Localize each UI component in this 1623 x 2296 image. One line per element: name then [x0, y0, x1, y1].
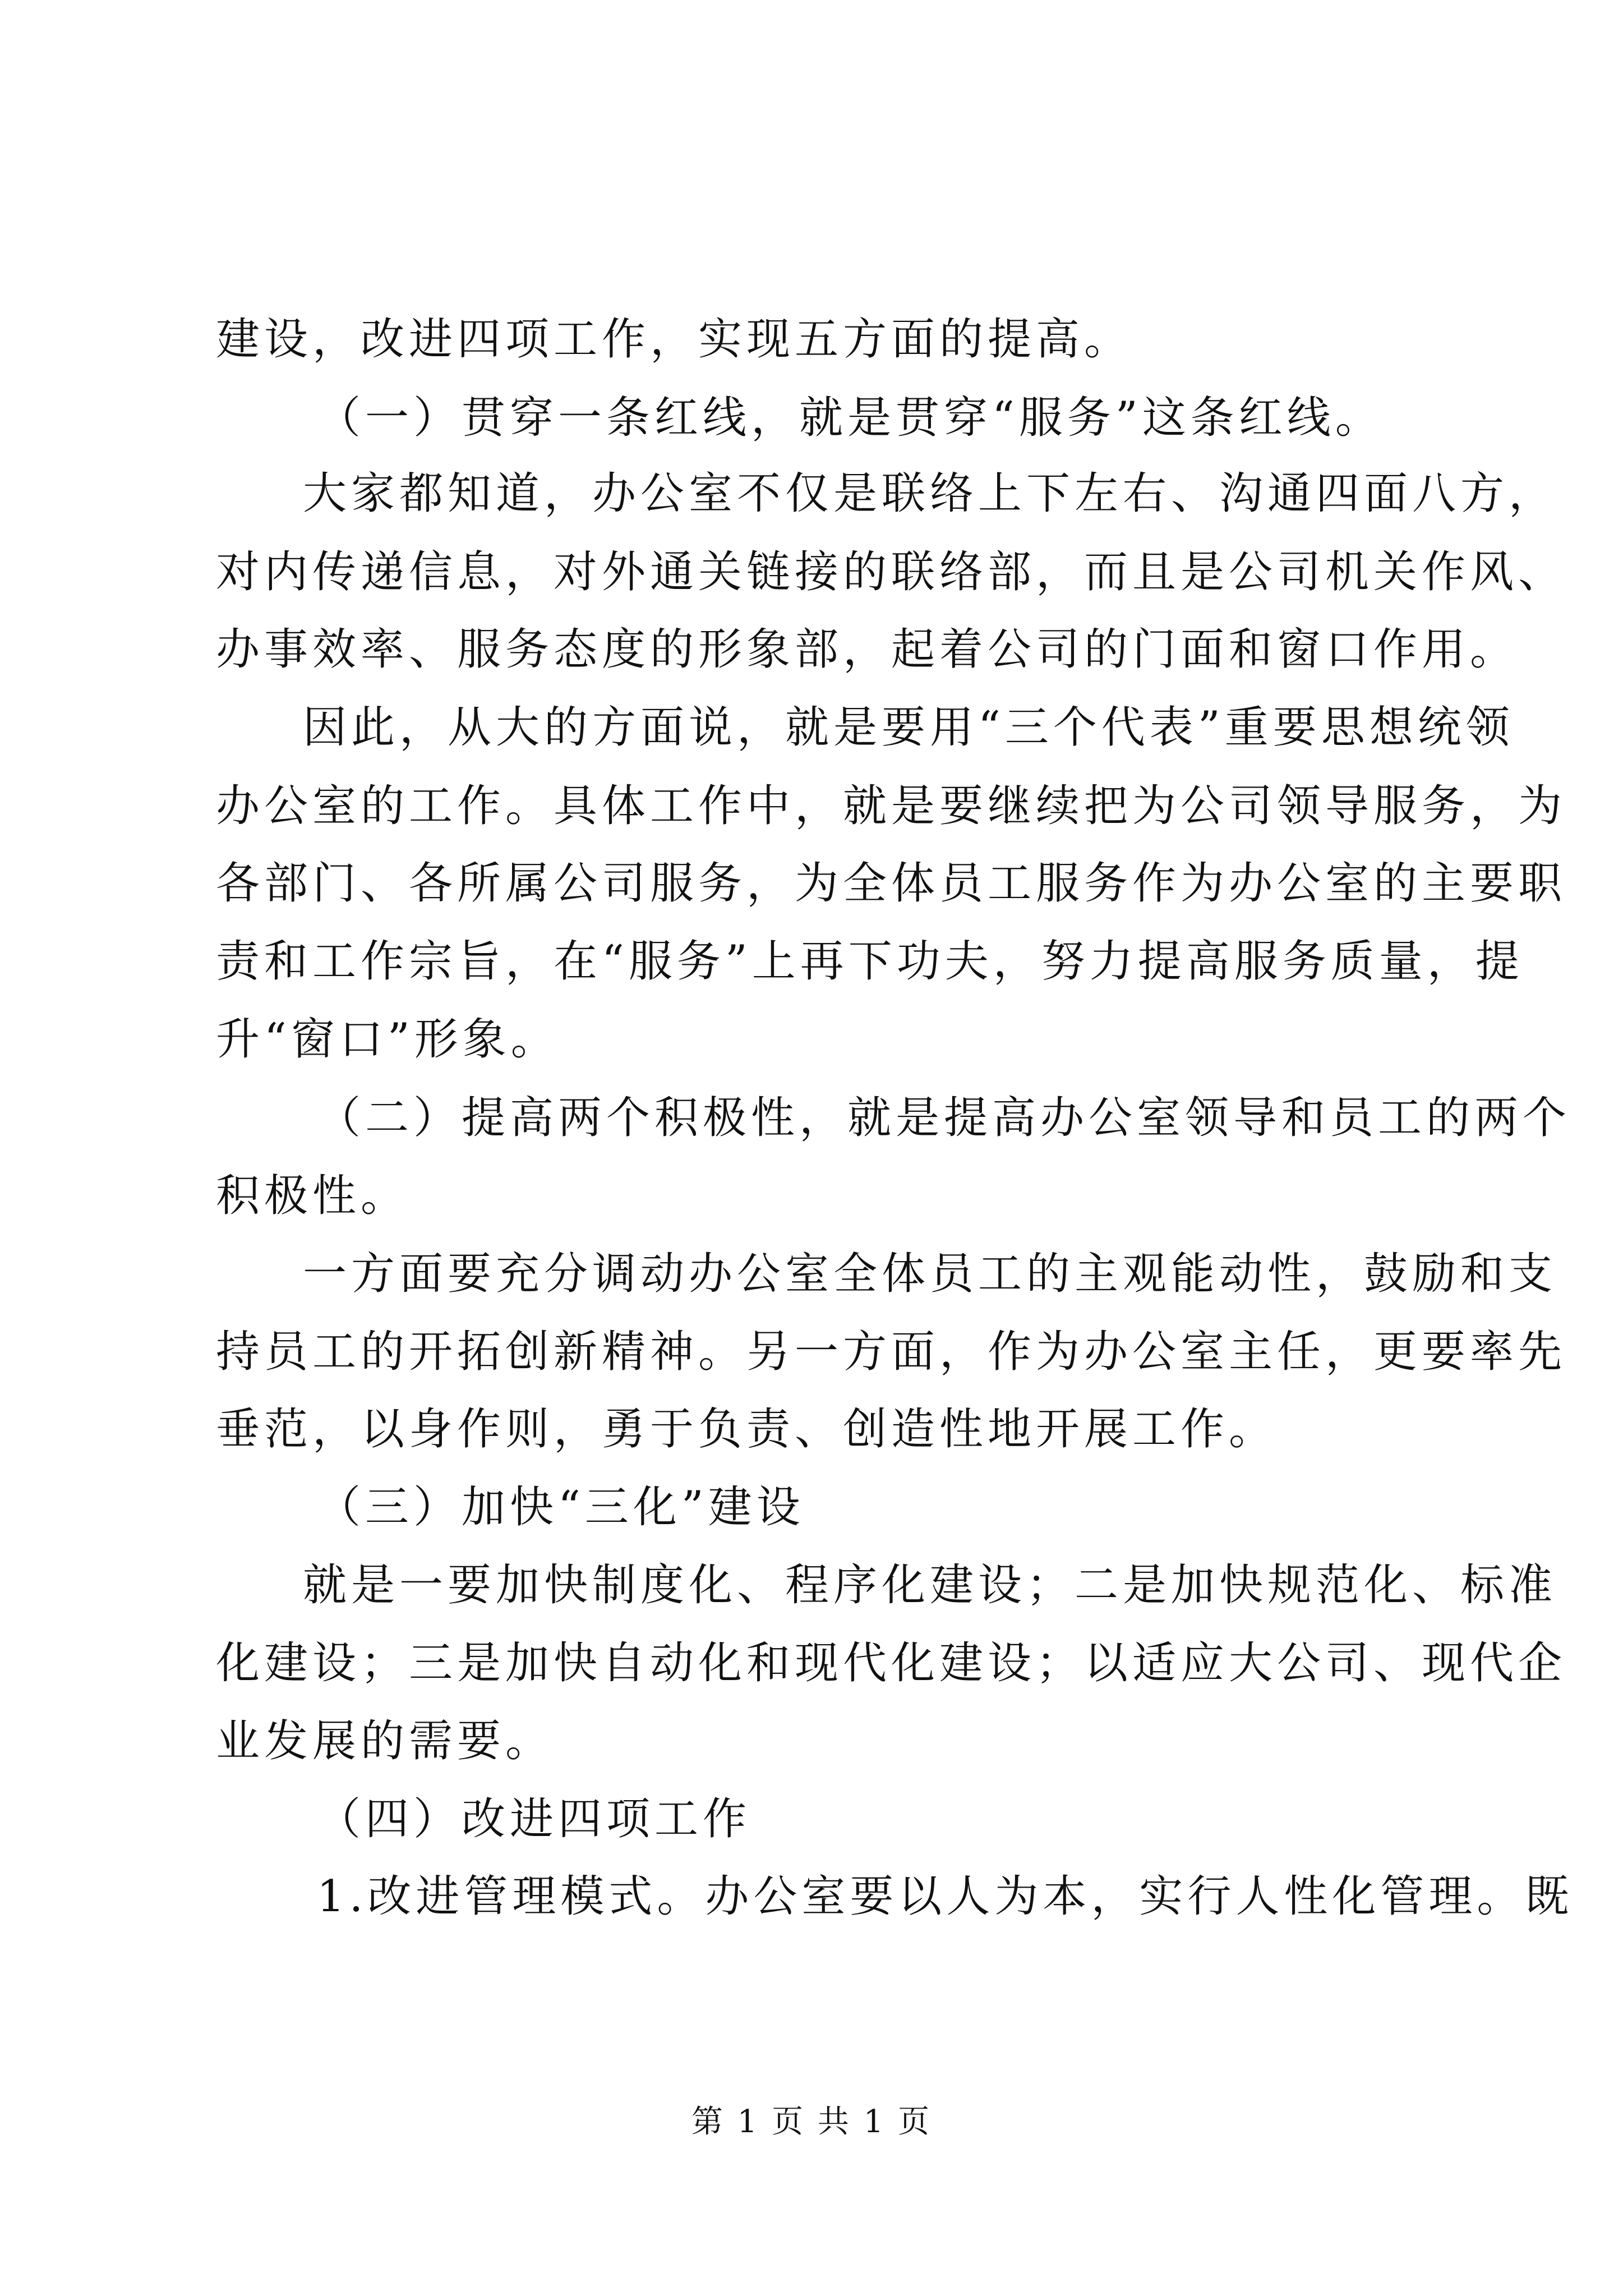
text-line-7: 办公室的工作。具体工作中，就是要继续把为公司领导服务，为: [216, 781, 1567, 831]
text-line-19: 业发展的需要。: [216, 1716, 554, 1766]
section-heading-1: （一）贯穿一条红线，就是贯穿“服务”这条红线。: [317, 393, 1384, 443]
text-line-13: 一方面要充分调动办公室全体员工的主观能动性，鼓励和支: [303, 1249, 1557, 1299]
text-line-6: 因此，从大的方面说，就是要用“三个代表”重要思想统领: [303, 702, 1514, 753]
text-line-10: 升“窗口”形象。: [216, 1014, 559, 1065]
text-line-1: 建设，改进四项工作，实现五方面的提高。: [216, 314, 1133, 365]
section-heading-4: （四）改进四项工作: [317, 1794, 751, 1844]
page-footer: 第 1 页 共 1 页: [691, 2104, 932, 2140]
section-heading-3: （三）加快“三化”建设: [317, 1482, 805, 1533]
text-line-5: 办事效率、服务态度的形象部，起着公司的门面和窗口作用。: [216, 624, 1519, 675]
text-line-15: 垂范，以身作则，勇于负责、创造性地开展工作。: [216, 1404, 1278, 1455]
section-heading-2: （二）提高两个积极性，就是提高办公室领导和员工的两个: [317, 1093, 1571, 1143]
text-line-14: 持员工的开拓创新精神。另一方面，作为办公室主任，更要率先: [216, 1327, 1567, 1377]
text-line-9: 责和工作宗旨，在“服务”上再下功夫，努力提高服务质量，提: [216, 936, 1524, 987]
text-line-21: 1.改进管理模式。办公室要以人为本，实行人性化管理。既: [317, 1871, 1574, 1922]
text-line-17: 就是一要加快制度化、程序化建设；二是加快规范化、标准: [303, 1560, 1557, 1611]
text-line-4: 对内传递信息，对外通关链接的联络部，而且是公司机关作风、: [216, 547, 1567, 597]
text-line-8: 各部门、各所属公司服务，为全体员工服务作为办公室的主要职: [216, 858, 1567, 909]
text-line-18: 化建设；三是加快自动化和现代化建设；以适应大公司、现代企: [216, 1638, 1567, 1688]
text-line-3: 大家都知道，办公室不仅是联络上下左右、沟通四面八方，: [303, 468, 1557, 519]
text-line-12: 积极性。: [216, 1171, 409, 1221]
